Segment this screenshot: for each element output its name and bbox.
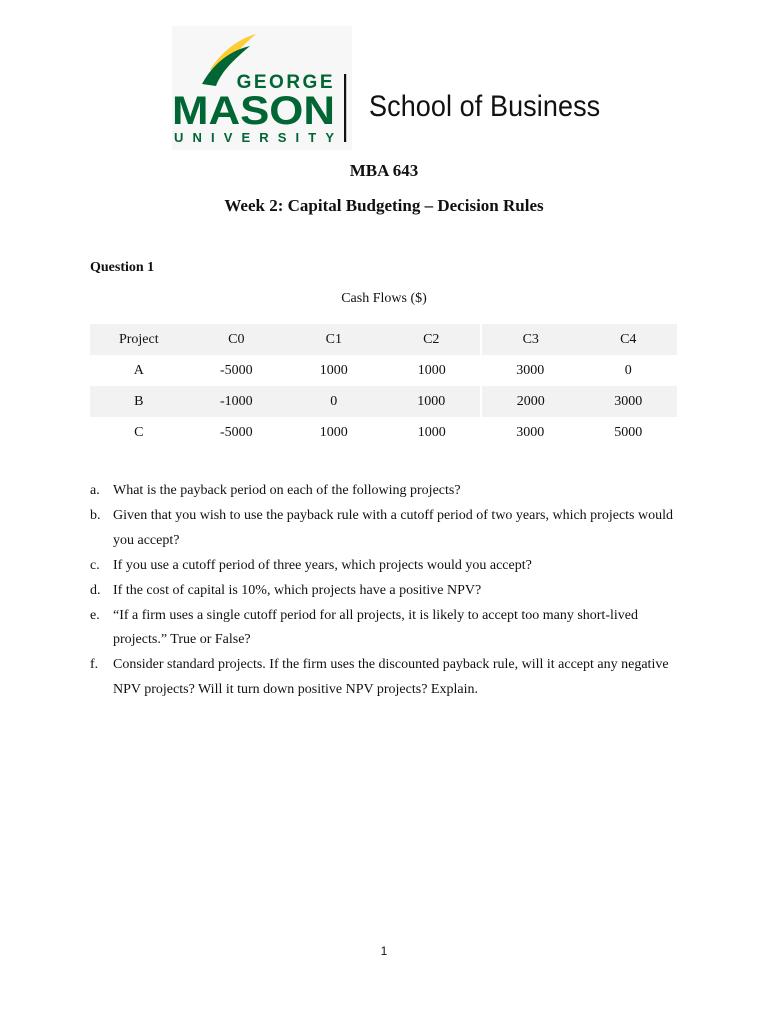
- column-header: Project: [90, 324, 188, 355]
- question-heading: Question 1: [90, 260, 155, 275]
- list-item: [90, 579, 680, 604]
- table-cell: 1000: [383, 386, 481, 417]
- table-cell: 3000: [516, 424, 545, 440]
- list-letter: d.: [90, 582, 101, 598]
- table-row: [90, 355, 677, 386]
- course-title: MBA 643: [349, 161, 419, 180]
- table-cell: 1000: [319, 424, 348, 440]
- list-item: [90, 653, 680, 702]
- column-header: C2: [383, 324, 481, 355]
- list-letter: c.: [90, 557, 100, 573]
- table-cell: B: [90, 386, 188, 417]
- table-cell: 2000: [481, 386, 579, 417]
- table-cell: -5000: [219, 424, 253, 440]
- table-cell: 3000: [516, 362, 545, 378]
- table-row: [90, 386, 677, 417]
- list-letter: f.: [90, 657, 99, 672]
- table-cell: 3000: [579, 386, 677, 417]
- list-item-text: “If a firm uses a single cutoff period for all projects, it is likely to accept too many short-lived projects.” True or False?: [113, 607, 638, 647]
- logo-university: UNIVERSITY: [174, 130, 334, 145]
- cash-flow-table: [90, 324, 677, 448]
- table-cell: 1000: [319, 362, 348, 378]
- table-cell: 1000: [417, 362, 446, 378]
- list-item: [90, 554, 680, 579]
- list-letter: b.: [90, 508, 101, 523]
- list-item: [90, 504, 680, 553]
- table-caption: Cash Flows ($): [341, 291, 427, 306]
- list-letter: a.: [90, 483, 100, 498]
- logo-mason: MASON: [172, 89, 335, 133]
- table-row: [90, 417, 677, 448]
- table-cell: 0: [285, 386, 382, 417]
- list-item-text: Given that you wish to use the payback rule with a cutoff period of two years, which projects would you accept?: [113, 508, 673, 548]
- table-cell: -5000: [219, 362, 253, 378]
- list-item: [90, 479, 680, 504]
- list-item-text: Consider standard projects. If the firm uses the discounted payback rule, will it accept any negative NPV projects? Will it turn down positive NPV projects? Explain.: [113, 657, 669, 697]
- column-header: C0: [188, 324, 286, 355]
- table-header-row: [90, 324, 677, 355]
- table-cell: 1000: [417, 424, 446, 440]
- table-cell: A: [133, 362, 144, 378]
- list-letter: e.: [90, 607, 100, 623]
- list-item-text: If the cost of capital is 10%, which projects have a positive NPV?: [113, 582, 482, 598]
- week-title: Week 2: Capital Budgeting – Decision Rules: [224, 196, 544, 215]
- column-header: C4: [579, 324, 677, 355]
- table-cell: 5000: [614, 424, 643, 440]
- list-item: [90, 604, 680, 653]
- school-name: School of Business: [369, 90, 601, 123]
- question-list: [90, 479, 680, 703]
- list-item-text: If you use a cutoff period of three years, which projects would you accept?: [113, 557, 532, 573]
- column-header: C3: [481, 324, 579, 355]
- logo-divider: [344, 74, 346, 142]
- table-cell: 0: [624, 362, 632, 378]
- column-header: C1: [285, 324, 382, 355]
- university-logo: [172, 26, 352, 150]
- list-item-text: What is the payback period on each of the following projects?: [113, 483, 461, 498]
- logo-george: GEORGE: [236, 72, 335, 93]
- table-cell: -1000: [188, 386, 286, 417]
- table-cell: C: [134, 424, 144, 440]
- page-number: 1: [380, 944, 388, 958]
